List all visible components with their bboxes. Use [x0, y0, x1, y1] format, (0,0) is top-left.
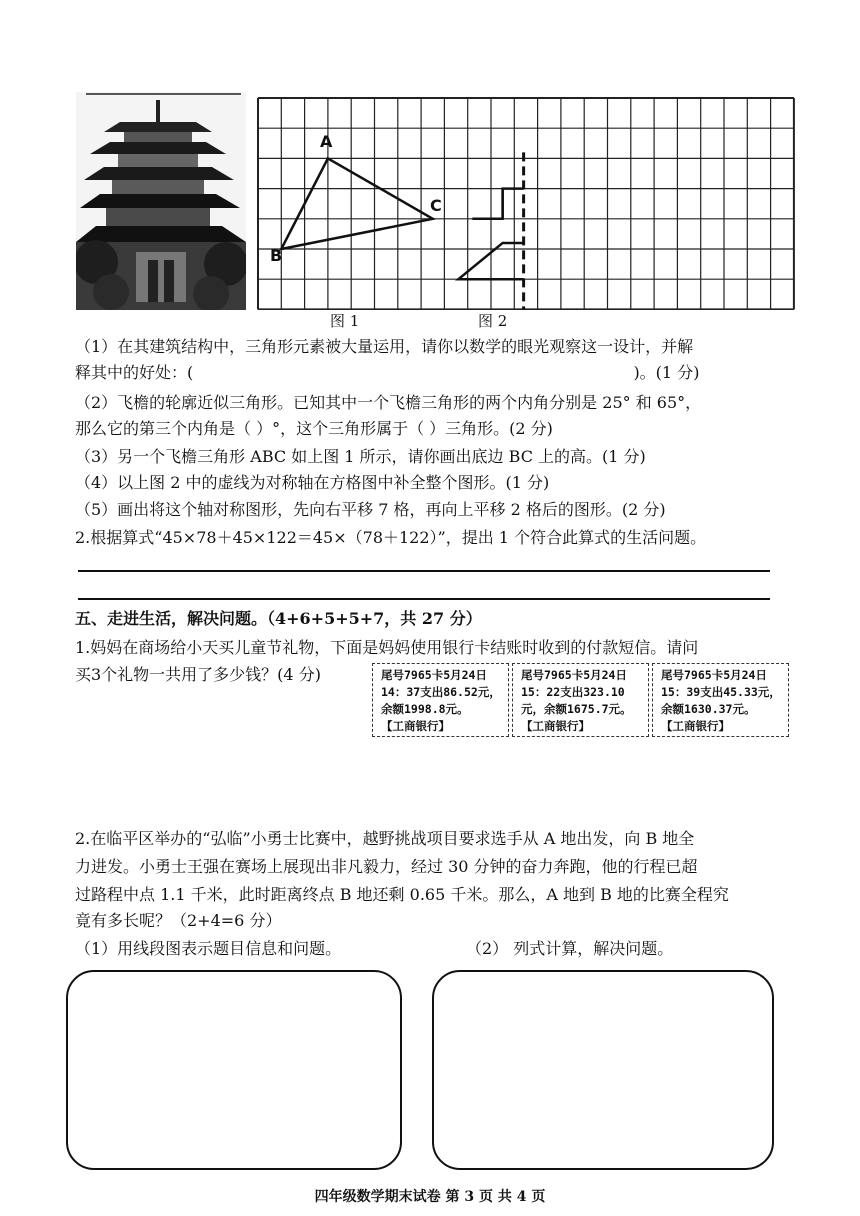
sms-line: 【工商银行】	[381, 719, 450, 733]
half-figure-upper	[472, 189, 523, 219]
sms-line: 15：22支出323.10	[521, 685, 625, 699]
figure2-caption: 图 2	[478, 312, 508, 330]
q1-part4: （4）以上图 2 中的虚线为对称轴在方格图中补全整个图形。(1 分)	[75, 473, 550, 492]
sms-line: 尾号7965卡5月24日	[381, 668, 487, 682]
sms-line: 余额1630.37元。	[661, 702, 756, 716]
sms-line: 元，余额1675.7元。	[521, 702, 632, 716]
answer-box-diagram[interactable]	[66, 970, 402, 1170]
q1-part5: （5）画出将这个轴对称图形，先向右平移 7 格，再向上平移 2 格后的图形。(2 分)	[75, 500, 666, 519]
s5-q2-line2: 力进发。小勇士王强在赛场上展现出非凡毅力，经过 30 分钟的奋力奔跑，他的行程已超	[75, 857, 698, 876]
q2-prompt: 2.根据算式“45×78＋45×122＝45×（78＋122）”，提出 1 个符合此算式的生活问题。	[75, 528, 707, 547]
grid-figure	[256, 96, 796, 310]
q1-part2-line2: 那么它的第三个内角是（ ）°，这个三角形属于（ ）三角形。(2 分)	[75, 419, 553, 438]
sms-receipt-1	[372, 663, 509, 737]
sms-line: 余额1998.8元。	[381, 702, 469, 716]
s5-q1-line1: 1.妈妈在商场给小天买儿童节礼物，下面是妈妈使用银行卡结账时收到的付款短信。请问	[75, 638, 699, 657]
point-b-label: B	[270, 246, 283, 265]
page-footer: 四年级数学期末试卷 第 3 页 共 4 页	[314, 1189, 546, 1205]
q1-part3: （3）另一个飞檐三角形 ABC 如上图 1 所示，请你画出底边 BC 上的高。(1 分)	[75, 447, 646, 466]
sms-line: 尾号7965卡5月24日	[521, 668, 627, 682]
sms-line: 【工商银行】	[661, 719, 730, 733]
s5-q2-sub2: （2） 列式计算，解决问题。	[466, 939, 674, 958]
q1-part1-suffix: )。(1 分)	[633, 363, 700, 382]
sms-receipt-3	[652, 663, 789, 737]
sms-receipt-2	[512, 663, 649, 737]
s5-q2-line4: 竟有多长呢？（2+4=6 分）	[75, 911, 282, 930]
s5-q1-line2: 买3个礼物一共用了多少钱？(4 分)	[75, 665, 321, 684]
point-a-label: A	[320, 132, 333, 151]
answer-box-calculation[interactable]	[432, 970, 774, 1170]
sms-line: 14：37支出86.52元，	[381, 685, 501, 699]
point-c-label: C	[430, 196, 442, 215]
answer-line-2[interactable]	[78, 598, 770, 600]
sms-line: 【工商银行】	[521, 719, 590, 733]
q1-part2-line1: （2）飞檐的轮廓近似三角形。已知其中一个飞檐三角形的两个内角分别是 25° 和 65°，	[75, 393, 702, 412]
s5-q2-sub1: （1）用线段图表示题目信息和问题。	[75, 939, 342, 958]
sms-line: 尾号7965卡5月24日	[661, 668, 767, 682]
figure1-caption: 图 1	[330, 312, 360, 330]
q1-part1-prefix: 释其中的好处：(	[75, 363, 194, 382]
answer-line-1[interactable]	[78, 570, 770, 572]
sms-line: 15：39支出45.33元，	[661, 685, 781, 699]
pagoda-image	[76, 92, 246, 310]
s5-q2-line3: 过路程中点 1.1 千米，此时距离终点 B 地还剩 0.65 千米。那么，A 地到 B 地的比赛全程究	[75, 885, 729, 904]
q1-part1-line1: （1）在其建筑结构中，三角形元素被大量运用，请你以数学的眼光观察这一设计，并解	[75, 337, 694, 356]
section5-title: 五、走进生活，解决问题。（4+6+5+5+7，共 27 分）	[75, 609, 482, 628]
s5-q2-line1: 2.在临平区举办的“弘临”小勇士比赛中，越野挑战项目要求选手从 A 地出发，向 B 地全	[75, 829, 695, 848]
q1-part1-line2	[75, 362, 699, 384]
